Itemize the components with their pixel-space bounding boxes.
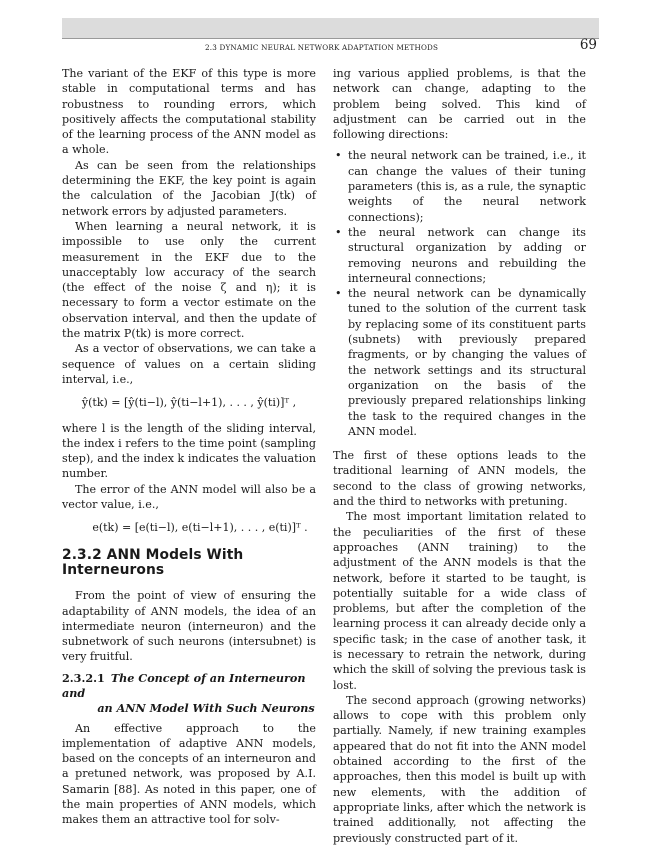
equation-error <box>62 520 316 535</box>
subsection-title-line2: an ANN Model With Such Neurons <box>97 701 315 716</box>
bullet-item: • the neural network can change its structural organization by adding or removing neurons and rebuilding the interneural connections; <box>333 225 586 286</box>
bullet-item: • the neural network can be trained, i.e., it can change the values of their tuning parameters (this is, as a rule, the synaptic weights of the neural network connections); <box>333 148 586 224</box>
right-column <box>333 66 586 846</box>
paragraph: As a vector of observations, we can take a sequence of values on a certain sliding interval, i.e., <box>62 342 316 386</box>
subsection-number: 2.3.2.1 <box>62 670 105 685</box>
paragraph: An effective approach to the implementation of adaptive ANN models, based on the concepts of an interneuron and a pretuned network, was proposed by A.I. Samarin [88]. As noted in this paper, one of the main properties of ANN models, which makes them an attractive tool for solv- <box>62 721 316 827</box>
paragraph: The most important limitation related to the peculiarities of the first of these approaches (ANN training) to the adjustment of the ANN models is that the network, before it started to be taught, is potentially suitable for a wide class of problems, but after the completion of the learning process it can already decide only a specific task; in the case of another task, it is necessary to retrain the network, during which the skill of solving the previous task is lost. <box>333 510 586 692</box>
equation-text: e(tk) = [e(ti−l), e(ti−l+1), . . . , e(ti)]ᵀ . <box>92 521 308 535</box>
paragraph: When learning a neural network, it is impossible to use only the current measurement in the EKF due to the unacceptably low accuracy of the search (the effect of the noise ζ and η); it is necessary to form a vector estimate on the observation interval, and then the update of the matrix P(tk) is more correct. <box>62 219 316 341</box>
page-number: 69 <box>579 37 597 53</box>
subsection-title <box>62 671 316 717</box>
paragraph: where l is the length of the sliding interval, the index i refers to the time point (sampling step), and the index k indicates the valuation number. <box>62 421 316 481</box>
paragraph: The variant of the EKF of this type is more stable in computational terms and has robustness to rounding errors, which positively affects the computational stability of the learning process of the ANN model as a whole. <box>62 67 316 157</box>
left-column <box>62 66 316 828</box>
paragraph: The first of these options leads to the traditional learning of ANN models, the second to the class of growing networks, and the third to networks with pretuning. <box>333 449 586 509</box>
paragraph: The error of the ANN model will also be a vector value, i.e., <box>62 482 316 512</box>
header-band <box>62 18 599 38</box>
equation-text: ŷ(tk) = [ŷ(ti−l), ŷ(ti−l+1), . . . , ŷ(ti)]ᵀ , <box>81 396 297 410</box>
subsection-title-line1: The Concept of an Interneuron and <box>62 670 306 700</box>
section-title: 2.3.2 ANN Models With Interneurons <box>62 546 244 578</box>
paragraph: As can be seen from the relationships determining the EKF, the key point is again the calculation of the Jacobian J(tk) of network errors by adjusted parameters. <box>62 158 316 218</box>
bullet-list <box>333 148 586 439</box>
running-head: 2.3 DYNAMIC NEURAL NETWORK ADAPTATION METHODS <box>205 43 439 52</box>
paragraph: The second approach (growing networks) allows to cope with this problem only partially. Namely, if new training examples appeared that do not fit into the ANN model obtained according to the first of the approaches, then this model is built up with new elements, with the addition of appropriate links, after which the network is trained additionally, not affecting the previously constructed part of it. <box>333 693 586 845</box>
equation-y-hat <box>62 395 316 410</box>
paragraph: ing various applied problems, is that the network can change, adapting to the problem being solved. This kind of adjustment can be carried out in the following directions: <box>333 67 586 142</box>
paragraph: From the point of view of ensuring the adaptability of ANN models, the idea of an intermediate neuron (interneuron) and the subnetwork of such neurons (intersubnet) is very fruitful. <box>62 589 316 664</box>
bullet-item: • the neural network can be dynamically tuned to the solution of the current task by replacing some of its constituent parts (subnets) with previously prepared fragments, or by changing the values of the network settings and its structural organization on the basis of the previously prepared relationships linking the task to the required changes in the ANN model. <box>333 286 586 439</box>
